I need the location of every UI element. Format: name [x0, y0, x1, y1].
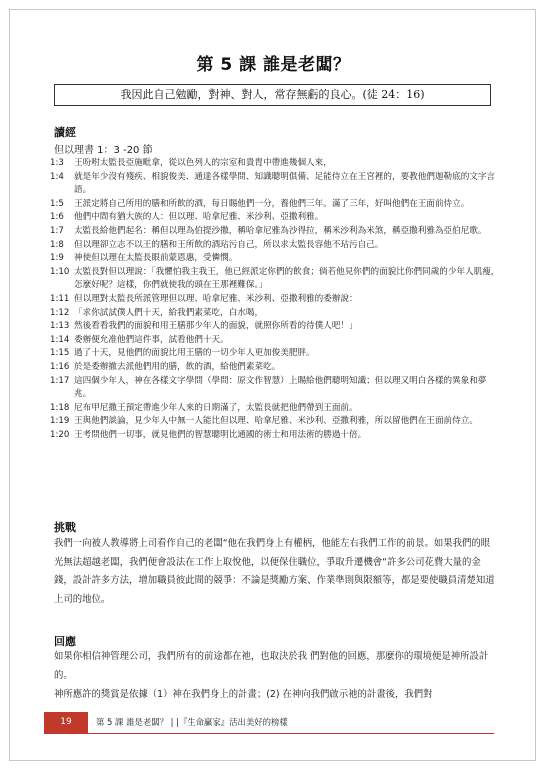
verse-item	[50, 347, 500, 361]
verse-item	[50, 334, 500, 348]
verse-item	[50, 429, 500, 443]
response-heading: 回應	[54, 635, 76, 648]
verse-number: 1:6	[50, 212, 64, 223]
verse-item	[50, 375, 500, 402]
verse-text: 就是年少沒有殘疾、相貌俊美、通達各樣學問、知識聰明俱備、足能侍立在王宮裡的，要教他們迦勒底的文字言語。	[74, 171, 496, 196]
verse-item	[50, 225, 500, 239]
verse-number: 1:5	[50, 198, 64, 209]
verse-item	[50, 266, 500, 293]
verse-number: 1:17	[50, 375, 70, 386]
verse-number: 1:8	[50, 239, 64, 250]
verse-item	[50, 415, 500, 429]
challenge-heading: 挑戰	[54, 521, 76, 534]
verse-text: 過了十天，見他們的面貌比用王膳的一切少年人更加俊美肥胖。	[74, 348, 315, 359]
reading-heading: 讀經	[54, 126, 76, 139]
verse-number: 1:12	[50, 307, 70, 318]
reading-reference: 但以理書 1：3 -20 節	[54, 145, 153, 156]
verse-item	[50, 239, 500, 253]
verse-text: 太監長給他們起名：稱但以理為伯提沙撒，稱哈拿尼雅為沙得拉，稱米沙利為米煞，稱亞撒利雅為亞伯尼歌。	[74, 225, 487, 236]
verse-number: 1:14	[50, 334, 70, 345]
verse-number: 1:20	[50, 429, 70, 440]
page-footer	[44, 712, 494, 734]
verse-text: 他們中間有猶大族的人：但以理、哈拿尼雅、米沙利、亞撒利雅。	[74, 212, 324, 223]
verse-item	[50, 157, 500, 171]
verse-text: 王與他們談論，見少年人中無一人能比但以理、哈拿尼雅、米沙利、亞撒利雅，所以留他們在王面前侍立。	[74, 416, 478, 427]
verse-item	[50, 293, 500, 307]
verse-number: 1:18	[50, 402, 70, 413]
page-number: 19	[44, 712, 88, 733]
verse-item	[50, 307, 500, 321]
verse-text: 尼布甲尼撒王預定帶進少年人來的日期滿了，太監長就把他們帶到王面前。	[74, 402, 358, 413]
verse-number: 1:13	[50, 321, 70, 332]
verse-text: 王派定將自己所用的膳和所飲的酒，每日賜他們一分，養他們三年。滿了三年，好叫他們在王面前侍立。	[74, 198, 470, 209]
key-verse-text: 我因此自己勉勵，對神、對人，常存無虧的良心。(徒 24：16)	[120, 88, 425, 101]
verse-item	[50, 198, 500, 212]
verse-text: 委辦便允准他們這件事，試看他們十天。	[74, 334, 229, 345]
verse-text: 於是委辦撤去派他們用的膳，飲的酒，給他們素菜吃。	[74, 361, 281, 372]
response-paragraph-continued: 神所應許的獎賞是依據（1）神在我們身上的計畫；(2) 在神向我們啟示祂的計畫後，我們對	[54, 689, 433, 700]
verse-text: 神使但以理在太監長眼前蒙恩惠，受憐憫。	[74, 253, 238, 264]
verse-number: 1:19	[50, 416, 70, 427]
verse-text: 太監長對但以理說：「我懼怕我主我王，他已經派定你們的飲食；倘若他見你們的面貌比你們同歲的少年人肌瘦，怎麼好呢？這樣，你們就使我的頭在王那裡難保。」	[74, 266, 500, 291]
verse-number: 1:4	[50, 171, 64, 182]
verse-text: 王考問他們一切事，就見他們的智慧聰明比通國的術士和用法術的勝過十倍。	[74, 429, 367, 440]
verse-number: 1:3	[50, 158, 64, 168]
verse-item	[50, 171, 500, 198]
verse-text: 這四個少年人，神在各樣文字學問（學問：原文作智慧）上賜給他們聰明知識；但以理又明白各樣的異象和夢兆。	[74, 375, 487, 400]
verse-number: 1:10	[50, 266, 70, 277]
scripture-list	[50, 157, 500, 442]
verse-item	[50, 252, 500, 266]
key-verse-box	[54, 84, 491, 106]
response-paragraph: 如果你相信神管理公司，我們所有的前途都在祂，也取決於我 們對他的回應，那麼你的環境便是神所設計的。	[54, 651, 489, 681]
page-title: 第 5 課 誰是老闆？	[196, 55, 351, 75]
verse-number: 1:11	[50, 293, 70, 304]
challenge-paragraph: 我們一向被人教導將上司看作自己的老闆“他在我們身上有權柄，他能左右我們工作的前景。如果我們的眼光無法超越老闆，我們便會設法在工作上取悅他，以便保住職位，爭取升遷機會“許多公司花費大量的金錢，設計許多方法，增加職員彼此間的競爭：不論是獎勵方案、作業準則與限額等，都是要使職員清楚知道上司的地位。	[54, 538, 495, 605]
verse-number: 1:16	[50, 361, 70, 372]
verse-item	[50, 361, 500, 375]
verse-text: 然後看看我們的面貌和用王膳那少年人的面貌，就照你所看的待僕人吧！」	[74, 321, 358, 332]
footer-text: 第 5 課 誰是老闆？ | |『生命贏家』活出美好的榜樣	[96, 717, 288, 727]
verse-number: 1:7	[50, 225, 64, 236]
verse-item	[50, 320, 500, 334]
verse-text: 但以理卻立志不以王的膳和王所飲的酒玷污自己，所以求太監長容他不玷污自己。	[74, 239, 384, 250]
verse-text: 「求你試試僕人們十天，給我們素菜吃，白水喝，	[74, 307, 264, 318]
verse-number: 1:15	[50, 348, 70, 359]
verse-item	[50, 211, 500, 225]
verse-item	[50, 402, 500, 416]
verse-text: 但以理對太監長所派管理但以理、哈拿尼雅、米沙利、亞撒利雅的委辦說：	[74, 293, 358, 304]
verse-text: 王吩咐太監長亞施毗拿，從以色列人的宗室和貴胄中帶進幾個人來，	[74, 158, 332, 168]
verse-number: 1:9	[50, 253, 64, 264]
